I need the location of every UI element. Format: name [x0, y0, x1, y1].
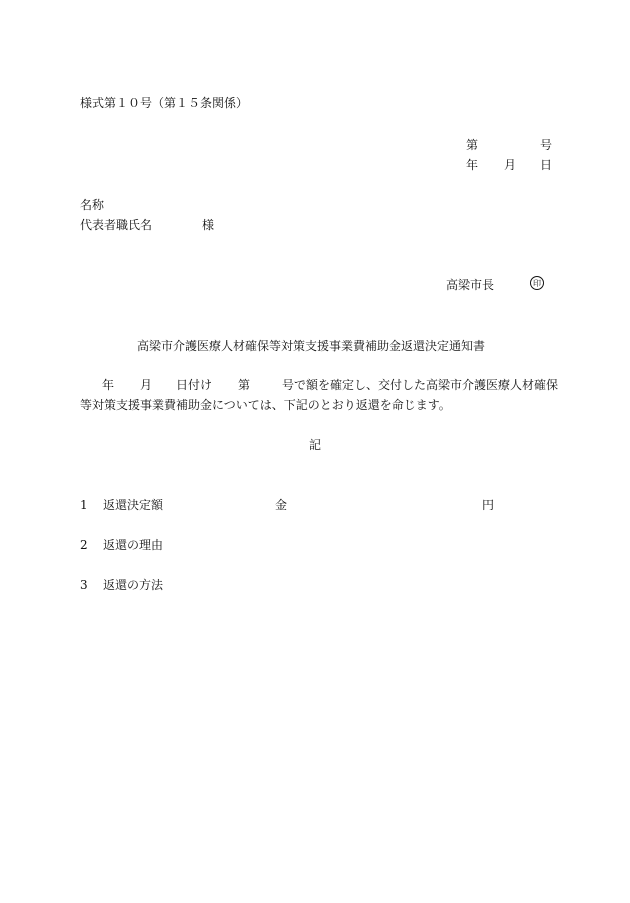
amount-yen: 円 — [482, 498, 495, 512]
recipient-honorific: 様 — [202, 218, 215, 232]
issuer-title: 高梁市長 — [446, 278, 495, 292]
body-dated: 日付け — [176, 378, 213, 392]
amount-kin: 金 — [275, 498, 288, 512]
body-month: 月 — [140, 378, 153, 392]
body-line-1-text: 号で額を確定し、交付した高梁市介護医療人材確保 — [282, 378, 559, 392]
item-label: 返還の方法 — [103, 578, 164, 592]
item-number: 2 — [80, 538, 88, 552]
recipient-representative-label: 代表者職氏名 — [80, 218, 153, 232]
seal-mark: 印 — [530, 276, 544, 290]
ki-heading: 記 — [309, 438, 322, 452]
date-day: 日 — [540, 158, 553, 172]
reference-dai: 第 — [466, 138, 479, 152]
body-dai: 第 — [238, 378, 251, 392]
body-line-2: 等対策支援事業費補助金については、下記のとおり返還を命じます。 — [80, 398, 451, 412]
item-label: 返還決定額 — [103, 498, 164, 512]
document-title: 高梁市介護医療人材確保等対策支援事業費補助金返還決定通知書 — [137, 339, 486, 353]
item-label: 返還の理由 — [103, 538, 164, 552]
date-month: 月 — [504, 158, 517, 172]
form-number: 様式第１０号（第１５条関係） — [80, 96, 249, 110]
recipient-name-label: 名称 — [80, 198, 105, 212]
body-year: 年 — [102, 378, 115, 392]
date-year: 年 — [466, 158, 479, 172]
item-number: 1 — [80, 498, 88, 512]
item-number: 3 — [80, 578, 88, 592]
reference-go: 号 — [540, 138, 553, 152]
